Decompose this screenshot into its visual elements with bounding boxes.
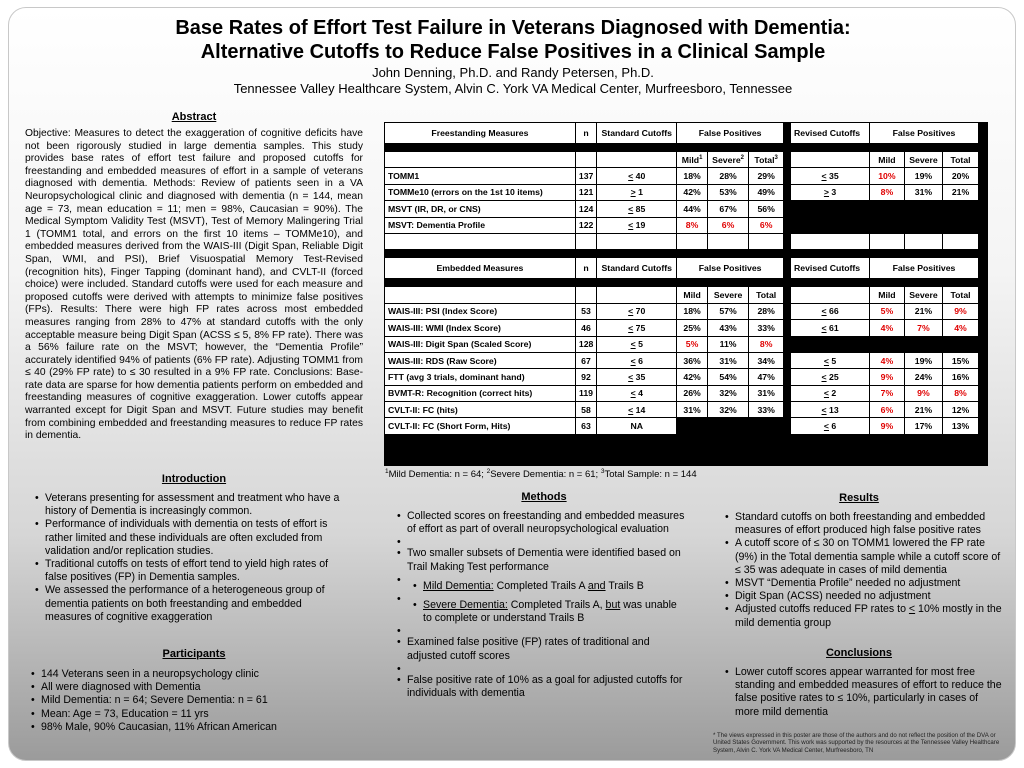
cell-fp-total: 34%	[749, 353, 783, 368]
table-cell	[784, 337, 790, 352]
cell-fp-total: 29%	[749, 168, 783, 183]
cell-standard-cutoff: < 40	[597, 168, 676, 183]
table-cell	[597, 287, 676, 302]
cell-n: 121	[576, 185, 596, 200]
cell-revised-fp-total: 4%	[943, 320, 978, 335]
table-cell	[943, 337, 978, 352]
column-header-total-revised: Total	[943, 152, 978, 167]
list-item: • MSVT “Dementia Profile” needed no adjustment	[723, 577, 1005, 590]
list-item: • Veterans presenting for assessment and treatment who have a history of Dementia is increasingly common.	[33, 492, 347, 518]
table-cell	[784, 218, 790, 233]
cell-n: 58	[576, 402, 596, 417]
table-cell	[791, 152, 869, 167]
cell-revised-cutoff: < 25	[791, 369, 869, 384]
list-item: • Performance of individuals with dementia on tests of effort is rather limited and these individuals are often excluded from validation and/or replication studies.	[33, 518, 347, 558]
cell-fp-severe: 28%	[708, 168, 749, 183]
cell-n: 92	[576, 369, 596, 384]
table-row	[385, 369, 987, 384]
cell-standard-cutoff: > 1	[597, 185, 676, 200]
cell-revised-cutoff: < 35	[791, 168, 869, 183]
table-cell	[979, 168, 987, 183]
column-header-revised-cutoffs: Revised Cutoffs	[791, 258, 869, 278]
cell-revised-cutoff: < 13	[791, 402, 869, 417]
cell-revised-fp-mild: 9%	[870, 418, 904, 433]
cell-revised-fp-severe: 19%	[905, 168, 943, 183]
cell-fp-total: 31%	[749, 386, 783, 401]
cell-fp-severe: 32%	[708, 386, 749, 401]
cell-standard-cutoff: < 35	[597, 369, 676, 384]
table-cell	[791, 218, 869, 233]
cell-n: 124	[576, 201, 596, 216]
conclusions-list	[723, 666, 1005, 719]
cell-standard-cutoff: < 19	[597, 218, 676, 233]
cell-measure-name: WAIS-III: WMI (Index Score)	[385, 320, 575, 335]
cell-standard-cutoff: < 5	[597, 337, 676, 352]
cell-fp-severe: 57%	[708, 304, 749, 319]
cell-n: 53	[576, 304, 596, 319]
cell-standard-cutoff: < 14	[597, 402, 676, 417]
list-item: • Adjusted cutoffs reduced FP rates to < 10% mostly in the mild dementia group	[723, 603, 1005, 629]
cell-standard-cutoff: < 85	[597, 201, 676, 216]
column-header-measures: Freestanding Measures	[385, 123, 575, 143]
introduction-list	[33, 492, 347, 624]
table-row	[385, 320, 987, 335]
table-row	[385, 402, 987, 417]
list-item: • 144 Veterans seen in a neuropsychology clinic	[29, 668, 349, 681]
table-cell	[905, 201, 943, 216]
column-header-false-positives: False Positives	[677, 123, 783, 143]
cell-n: 119	[576, 386, 596, 401]
table-row	[385, 304, 987, 319]
list-item: • Two smaller subsets of Dementia were identified based on Trail Making Test performance	[395, 547, 685, 573]
abstract-text: Objective: Measures to detect the exaggeration of cognitive deficits have not been rigorously studied in large dementia samples. This study provides base rates of effort test failure and proposed cutoffs for freestanding and embedded measures of effort in a sample of veterans diagnosed with dementia. Methods: Review of patients seen in a VA Neuropsychological clinic and diagnosed with dementia (n = 144, mean age = 73, mean education = 11; men = 98%, Caucasian = 90%). The Medical Symptom Validity Test (MSVT), Test of Memory Malingering Trial 1 (TOMM1 total, and errors on the first 10 items – TOMMe10), and embedded measures derived from the WAIS-III (Digit Span, Reliable Digit Span, WMI, and PSI), Brief Visuospatial Memory Test-Revised (recognition hits), Finger Tapping (dominant hand), and CVLT-II (forced choice) were included. Standard cutoffs were used for each measure and proposed cutoffs were derived with attempts to minimize false positives (FPs). Results: There were high FP rates across most embedded measures ranging from 28% to 47% at standard cutoffs with the only acceptable measure being Digit Span (ACSS ≤ 5, 8% FP rate). There was a 56% failure rate on the MSVT; however, the “Dementia Profile” accurately identified 94% of patients (6% FP rate). Adjusting TOMM1 from ≤ 40 (29% FP rate) to ≤ 30 resulted in a 9% FP rate. Conclusions: Base-rate data are sparse for how dementia patients perform on embedded and freestanding measures of cognitive exaggeration. Lower cutoffs appear warranted except for Digit Span and MSVT. Future studies may benefit from combining embedded and freestanding measures to reduce FP rates in dementia.	[25, 128, 363, 442]
cell-revised-fp-severe: 21%	[905, 402, 943, 417]
title-line-2: Alternative Cutoffs to Reduce False Positives in a Clinical Sample	[200, 41, 826, 63]
participants-list	[29, 668, 349, 734]
table-cell	[979, 320, 987, 335]
cell-fp-total: 49%	[749, 185, 783, 200]
cell-fp-severe: 11%	[708, 337, 749, 352]
table-cell	[784, 418, 790, 433]
cell-fp-mild: 8%	[677, 218, 706, 233]
cell-fp-total: 56%	[749, 201, 783, 216]
table-cell	[597, 152, 676, 167]
table-cell	[979, 218, 987, 233]
cell-measure-name: WAIS-III: PSI (Index Score)	[385, 304, 575, 319]
cell-revised-fp-total: 21%	[943, 185, 978, 200]
table-cell	[784, 369, 790, 384]
table-cell	[979, 304, 987, 319]
cell-standard-cutoff: < 75	[597, 320, 676, 335]
column-header-standard-cutoffs: Standard Cutoffs	[597, 123, 676, 143]
disclaimer: * The views expressed in this poster are those of the authors and do not reflect the position of the DVA or United States Government. This work was supported by the resources at the Tennessee Valley Healthcare System, Alvin C. York VA Medical Center, Murfreesboro, TN	[713, 732, 1000, 754]
table-divider	[385, 279, 987, 286]
cell-revised-fp-mild: 4%	[870, 320, 904, 335]
list-item: • Examined false positive (FP) rates of traditional and adjusted cutoff scores	[395, 636, 685, 662]
cell-fp-mild: 25%	[677, 320, 706, 335]
cell-fp-mild: 26%	[677, 386, 706, 401]
cell-fp-severe: 43%	[708, 320, 749, 335]
cell-revised-fp-mild: 10%	[870, 168, 904, 183]
column-header-total: Total	[749, 287, 783, 302]
poster	[8, 7, 1016, 761]
cell-revised-fp-mild: 9%	[870, 369, 904, 384]
column-header-mild: Mild$^1$	[677, 152, 706, 167]
table-cell	[870, 234, 904, 249]
table-cell	[784, 402, 790, 417]
cell-fp-mild: 31%	[677, 402, 706, 417]
conclusions-heading: Conclusions	[825, 647, 892, 659]
table-cell	[979, 337, 987, 352]
cell-fp-severe: 31%	[708, 353, 749, 368]
list-item: • Standard cutoffs on both freestanding and embedded measures of effort produced high false positive rates	[723, 511, 1005, 537]
column-header-severe-revised: Severe	[905, 287, 943, 302]
cell-revised-cutoff: < 2	[791, 386, 869, 401]
cell-revised-fp-total: 8%	[943, 386, 978, 401]
table-header-row	[385, 123, 987, 143]
table-cell	[385, 287, 575, 302]
list-item: • Mild Dementia: n = 64; Severe Dementia: n = 61	[29, 694, 349, 707]
cell-n: 67	[576, 353, 596, 368]
table-cell	[784, 386, 790, 401]
table-cell	[784, 168, 790, 183]
table-cell	[791, 337, 869, 352]
participants-heading: Participants	[162, 648, 226, 660]
table-row	[385, 185, 987, 200]
column-header-total: Total$^3$	[749, 152, 783, 167]
cell-n: 137	[576, 168, 596, 183]
cell-fp-mild: 42%	[677, 185, 706, 200]
table-row	[385, 168, 987, 183]
cell-revised-fp-total: 12%	[943, 402, 978, 417]
methods-list	[395, 510, 685, 700]
cell-fp-mild: 18%	[677, 304, 706, 319]
authors: John Denning, Ph.D. and Randy Petersen, Ph.D.	[372, 65, 654, 80]
methods-heading: Methods	[521, 491, 567, 503]
false-positive-table	[384, 122, 988, 435]
table-cell	[784, 234, 790, 249]
table-cell	[784, 258, 790, 278]
table-divider-cell	[385, 279, 987, 286]
table-footnote: $^1$Mild Dementia: n = 64; $^2$Severe Dementia: n = 61; $^3$Total Sample: n = 144	[385, 467, 697, 480]
table-cell	[784, 185, 790, 200]
cell-n: 122	[576, 218, 596, 233]
list-item: • Lower cutoff scores appear warranted for most free standing and embedded measures of effort to reduce the false positive rates to ≤ 10%, particularly in cases of more mild dementia	[723, 666, 1005, 719]
table-cell	[784, 353, 790, 368]
list-item-mild-dementia: • Mild Dementia: Completed Trails A and Trails B	[395, 580, 685, 593]
cell-standard-cutoff: < 6	[597, 353, 676, 368]
cell-fp-total: 33%	[749, 320, 783, 335]
cell-revised-fp-total: 20%	[943, 168, 978, 183]
table-cell	[979, 123, 987, 143]
list-item: • Traditional cutoffs on tests of effort tend to yield high rates of false positives (FP) in Dementia samples.	[33, 558, 347, 584]
cell-measure-name: TOMMe10 (errors on the 1st 10 items)	[385, 185, 575, 200]
column-header-total-revised: Total	[943, 287, 978, 302]
table-cell	[597, 234, 676, 249]
table-cell	[905, 337, 943, 352]
cell-revised-fp-severe: 31%	[905, 185, 943, 200]
table-cell	[791, 201, 869, 216]
cell-measure-name: TOMM1	[385, 168, 575, 183]
table-cell	[385, 234, 575, 249]
table-cell	[979, 258, 987, 278]
table-cell	[943, 201, 978, 216]
column-header-n: n	[576, 258, 596, 278]
table-row	[385, 337, 987, 352]
table-cell	[791, 287, 869, 302]
cell-revised-fp-total: 16%	[943, 369, 978, 384]
cell-fp-total: 47%	[749, 369, 783, 384]
table-cell	[979, 402, 987, 417]
table-subheader-row	[385, 287, 987, 302]
cell-measure-name: WAIS-III: Digit Span (Scaled Score)	[385, 337, 575, 352]
table-cell	[677, 234, 706, 249]
table-cell	[784, 152, 790, 167]
table-divider-cell	[385, 250, 987, 257]
column-header-n: n	[576, 123, 596, 143]
table-cell	[708, 418, 749, 433]
table-cell	[385, 152, 575, 167]
table-cell	[784, 123, 790, 143]
table-cell	[979, 201, 987, 216]
list-item: • A cutoff score of ≤ 30 on TOMM1 lowered the FP rate (9%) in the Total dementia sample while a cutoff score of ≤ 35 was adequate in cases of mild dementia	[723, 537, 1005, 577]
list-item: • Collected scores on freestanding and embedded measures of effort as part of overall neuropsychological evaluation	[395, 510, 685, 536]
table-cell	[979, 353, 987, 368]
cell-measure-name: CVLT-II: FC (Short Form, Hits)	[385, 418, 575, 433]
cell-revised-fp-total: 15%	[943, 353, 978, 368]
poster-title	[9, 16, 1016, 64]
table-cell	[979, 185, 987, 200]
cell-fp-total: 33%	[749, 402, 783, 417]
table-cell	[943, 234, 978, 249]
table-cell	[677, 418, 706, 433]
cell-fp-mild: 42%	[677, 369, 706, 384]
table-cell	[576, 234, 596, 249]
table-cell	[870, 337, 904, 352]
table-cell	[979, 287, 987, 302]
column-header-severe-revised: Severe	[905, 152, 943, 167]
cell-n: 46	[576, 320, 596, 335]
cell-fp-severe: 54%	[708, 369, 749, 384]
list-item: • We assessed the performance of a heterogeneous group of dementia patients on both freestanding and embedded measures of cognitive exaggeration	[33, 584, 347, 624]
column-header-measures: Embedded Measures	[385, 258, 575, 278]
cell-measure-name: MSVT (IR, DR, or CNS)	[385, 201, 575, 216]
table-divider	[385, 250, 987, 257]
table-cell	[784, 287, 790, 302]
cell-revised-fp-mild: 5%	[870, 304, 904, 319]
cell-fp-mild: 44%	[677, 201, 706, 216]
cell-revised-fp-severe: 24%	[905, 369, 943, 384]
table-cell	[979, 234, 987, 249]
cell-revised-fp-severe: 21%	[905, 304, 943, 319]
column-header-revised-cutoffs: Revised Cutoffs	[791, 123, 869, 143]
cell-revised-fp-mild: 8%	[870, 185, 904, 200]
cell-fp-severe: 6%	[708, 218, 749, 233]
list-item: • Digit Span (ACSS) needed no adjustment	[723, 590, 1005, 603]
cell-revised-fp-mild: 7%	[870, 386, 904, 401]
table-cell	[576, 152, 596, 167]
table-cell	[784, 304, 790, 319]
table-cell	[708, 234, 749, 249]
cell-revised-fp-severe: 7%	[905, 320, 943, 335]
cell-revised-cutoff: < 5	[791, 353, 869, 368]
abstract-heading: Abstract	[171, 111, 217, 123]
table-cell	[979, 418, 987, 433]
results-heading: Results	[839, 492, 879, 504]
table-row	[385, 353, 987, 368]
column-header-false-positives-revised: False Positives	[870, 258, 978, 278]
table-cell	[905, 218, 943, 233]
column-header-mild: Mild	[677, 287, 706, 302]
cell-n: 63	[576, 418, 596, 433]
table-subheader-row	[385, 152, 987, 167]
table-row-blank	[385, 234, 987, 249]
table-cell	[870, 201, 904, 216]
cell-revised-fp-total: 13%	[943, 418, 978, 433]
table-cell	[749, 234, 783, 249]
introduction-heading: Introduction	[161, 473, 227, 485]
cell-standard-cutoff: < 4	[597, 386, 676, 401]
cell-fp-total: 6%	[749, 218, 783, 233]
list-item: • False positive rate of 10% as a goal for adjusted cutoffs for individuals with dementia	[395, 674, 685, 700]
column-header-false-positives: False Positives	[677, 258, 783, 278]
results-list	[723, 511, 1005, 630]
table-cell	[870, 218, 904, 233]
cell-measure-name: WAIS-III: RDS (Raw Score)	[385, 353, 575, 368]
cell-revised-cutoff: < 66	[791, 304, 869, 319]
cell-fp-severe: 67%	[708, 201, 749, 216]
column-header-standard-cutoffs: Standard Cutoffs	[597, 258, 676, 278]
table-cell	[905, 234, 943, 249]
column-header-mild-revised: Mild	[870, 152, 904, 167]
cell-fp-mild: 18%	[677, 168, 706, 183]
cell-n: 128	[576, 337, 596, 352]
table-divider	[385, 144, 987, 151]
column-header-severe: Severe	[708, 287, 749, 302]
cell-revised-fp-severe: 19%	[905, 353, 943, 368]
table-cell	[979, 369, 987, 384]
table-cell	[784, 320, 790, 335]
cell-fp-mild: 36%	[677, 353, 706, 368]
cell-measure-name: MSVT: Dementia Profile	[385, 218, 575, 233]
table-cell	[979, 152, 987, 167]
cell-fp-total: 8%	[749, 337, 783, 352]
table-cell	[784, 201, 790, 216]
cell-revised-fp-mild: 6%	[870, 402, 904, 417]
table-row	[385, 418, 987, 433]
cell-fp-mild: 5%	[677, 337, 706, 352]
table-divider-cell	[385, 144, 987, 151]
table-row	[385, 201, 987, 216]
table-cell	[576, 287, 596, 302]
cell-fp-total: 28%	[749, 304, 783, 319]
list-item-severe-dementia: • Severe Dementia: Completed Trails A, but was unable to complete or understand Trails B	[395, 599, 685, 625]
list-item: • 98% Male, 90% Caucasian, 11% African American	[29, 721, 349, 734]
column-header-severe: Severe$^2$	[708, 152, 749, 167]
results-table-container	[384, 122, 988, 466]
cell-revised-fp-total: 9%	[943, 304, 978, 319]
table-header-row	[385, 258, 987, 278]
cell-revised-cutoff: < 6	[791, 418, 869, 433]
table-cell	[791, 234, 869, 249]
table-cell	[979, 386, 987, 401]
cell-measure-name: CVLT-II: FC (hits)	[385, 402, 575, 417]
cell-revised-cutoff: > 3	[791, 185, 869, 200]
table-cell	[749, 418, 783, 433]
cell-revised-fp-severe: 17%	[905, 418, 943, 433]
column-header-false-positives-revised: False Positives	[870, 123, 978, 143]
title-line-1: Base Rates of Effort Test Failure in Veterans Diagnosed with Dementia:	[175, 17, 851, 39]
table-cell	[943, 218, 978, 233]
table-row	[385, 218, 987, 233]
cell-standard-cutoff: NA	[597, 418, 676, 433]
table-row	[385, 386, 987, 401]
cell-standard-cutoff: < 70	[597, 304, 676, 319]
cell-revised-fp-severe: 9%	[905, 386, 943, 401]
column-header-mild-revised: Mild	[870, 287, 904, 302]
list-item: • All were diagnosed with Dementia	[29, 681, 349, 694]
list-item: • Mean: Age = 73, Education = 11 yrs	[29, 708, 349, 721]
cell-revised-cutoff: < 61	[791, 320, 869, 335]
cell-measure-name: BVMT-R: Recognition (correct hits)	[385, 386, 575, 401]
cell-fp-severe: 53%	[708, 185, 749, 200]
cell-fp-severe: 32%	[708, 402, 749, 417]
cell-measure-name: FTT (avg 3 trials, dominant hand)	[385, 369, 575, 384]
affiliation: Tennessee Valley Healthcare System, Alvin C. York VA Medical Center, Murfreesboro, Tennessee	[233, 81, 793, 96]
cell-revised-fp-mild: 4%	[870, 353, 904, 368]
